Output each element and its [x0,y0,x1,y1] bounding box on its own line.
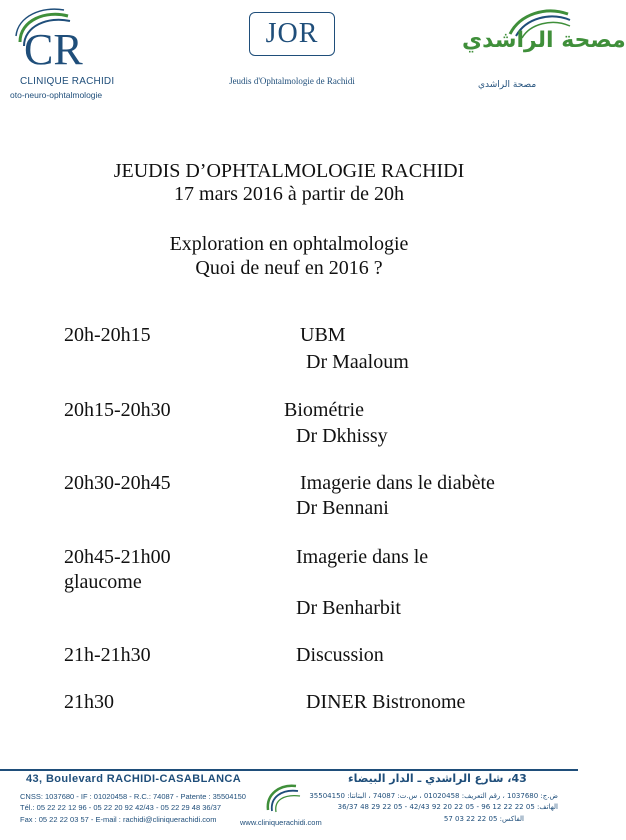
svg-text:CR: CR [24,25,83,74]
footer-tel-fr: Tél.: 05 22 22 12 96 - 05 22 20 92 42/43 - 05 22 29 48 36/37 [20,803,221,812]
event-theme: Exploration en ophtalmologie [169,233,409,255]
jor-subtitle: Jeudis d'Ophtalmologie de Rachidi [229,76,355,86]
program-topic: Discussion [296,644,384,666]
program-topic: Biométrie [284,399,364,421]
program-speaker: Dr Dkhissy [296,425,388,447]
program-time: 21h30 [64,691,114,713]
jor-logo [212,12,372,96]
program-topic: Imagerie dans le diabète [300,472,495,494]
program-topic: Imagerie dans le [296,546,429,568]
program-topic: UBM [300,324,346,346]
arabic-clinic-logo [450,6,626,98]
program-time: 20h30-20h45 [64,472,171,494]
program-topic-continuation: glaucome [64,571,142,593]
cr-monogram-icon [6,6,116,78]
footer-address-ar: 43، شارع الراشدي ـ الدار البيضاء [348,772,527,785]
jor-acronym: JOR [249,12,335,56]
footer-logo [262,780,306,816]
footer-swoosh-icon [262,780,306,816]
program-time: 21h-21h30 [64,644,151,666]
clinic-subtitle: oto-neuro-ophtalmologie [10,90,103,100]
footer-ids-fr: CNSS: 1037680 - IF : 01020458 - R.C.: 74087 - Patente : 35504150 [20,792,246,801]
event-question: Quoi de neuf en 2016 ? [195,257,383,279]
program-time: 20h15-20h30 [64,399,171,421]
program-speaker: Dr Bennani [296,497,389,519]
clinique-rachidi-logo [6,6,126,102]
footer-fax-ar: الفاكس: 05 22 22 03 57 [443,815,524,823]
footer-ids-ar: ض.ج: 1037680 ، رقم التعريف: 01020458 ، س.ت: 74087 ، البتانتا: 35504150 [309,792,558,800]
footer-address-fr: 43, Boulevard RACHIDI-CASABLANCA [26,773,242,785]
arabic-clinic-name: مصحة الراشدي [462,28,626,53]
clinic-name: CLINIQUE RACHIDI [20,76,115,87]
program-time: 20h45-21h00 [64,546,171,568]
footer-divider [0,769,578,771]
arabic-clinic-subname: مصحة الراشدي [478,80,537,90]
event-date: 17 mars 2016 à partir de 20h [174,183,404,205]
footer-website[interactable]: www.cliniquerachidi.com [240,818,322,827]
event-title: JEUDIS D’OPHTALMOLOGIE RACHIDI [113,160,465,182]
footer-fax-fr: Fax : 05 22 22 03 57 - E-mail : rachidi@cliniquerachidi.com [20,815,217,824]
program-speaker: Dr Maaloum [306,351,409,373]
footer-tel-ar: الهاتف: 05 22 22 12 96 - 05 22 20 92 42/43 - 05 22 29 48 36/37 [337,803,558,811]
program-topic: DINER Bistronome [306,691,466,713]
program-time: 20h-20h15 [64,324,151,346]
program-speaker: Dr Benharbit [296,597,401,619]
